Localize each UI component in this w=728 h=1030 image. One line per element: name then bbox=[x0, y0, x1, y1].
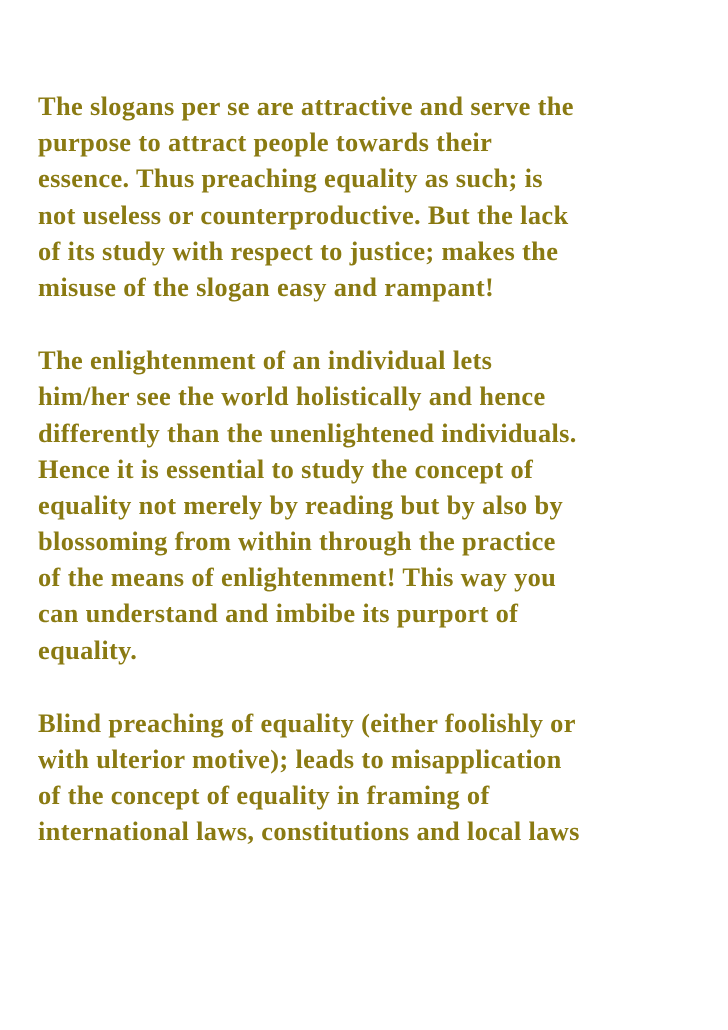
text-line: misuse of the slogan easy and rampant! bbox=[38, 271, 495, 302]
text-line: of the concept of equality in framing of bbox=[38, 780, 490, 811]
text-line: not useless or counterproductive. But the lack bbox=[38, 199, 569, 230]
text-line: Blind preaching of equality (either foolishly or bbox=[38, 707, 576, 738]
text-line: equality. bbox=[38, 634, 138, 665]
text-line: blossoming from within through the practice bbox=[38, 526, 556, 557]
text-line: international laws, constitutions and local laws bbox=[38, 816, 580, 847]
text-line: of its study with respect to justice; makes the bbox=[38, 235, 559, 266]
paragraph-slogans bbox=[38, 88, 728, 305]
text-line: Hence it is essential to study the concept of bbox=[38, 453, 534, 484]
text-line: with ulterior motive); leads to misapplication bbox=[38, 744, 562, 774]
paragraph-enlightenment bbox=[38, 342, 728, 668]
text-line: purpose to attract people towards their bbox=[38, 127, 493, 158]
text-line: The slogans per se are attractive and serve the bbox=[38, 91, 574, 121]
text-line: of the means of enlightenment! This way you bbox=[38, 562, 557, 593]
text-line: equality not merely by reading but by also by bbox=[38, 489, 564, 520]
text-line: essence. Thus preaching equality as such; is bbox=[38, 163, 543, 194]
text-line: The enlightenment of an individual lets bbox=[38, 345, 493, 376]
document-body bbox=[38, 88, 728, 887]
text-line: differently than the unenlightened individuals. bbox=[38, 417, 577, 448]
text-line: him/her see the world holistically and hence bbox=[38, 381, 546, 412]
text-line: can understand and imbibe its purport of bbox=[38, 598, 519, 629]
paragraph-blind-preaching bbox=[38, 705, 728, 850]
